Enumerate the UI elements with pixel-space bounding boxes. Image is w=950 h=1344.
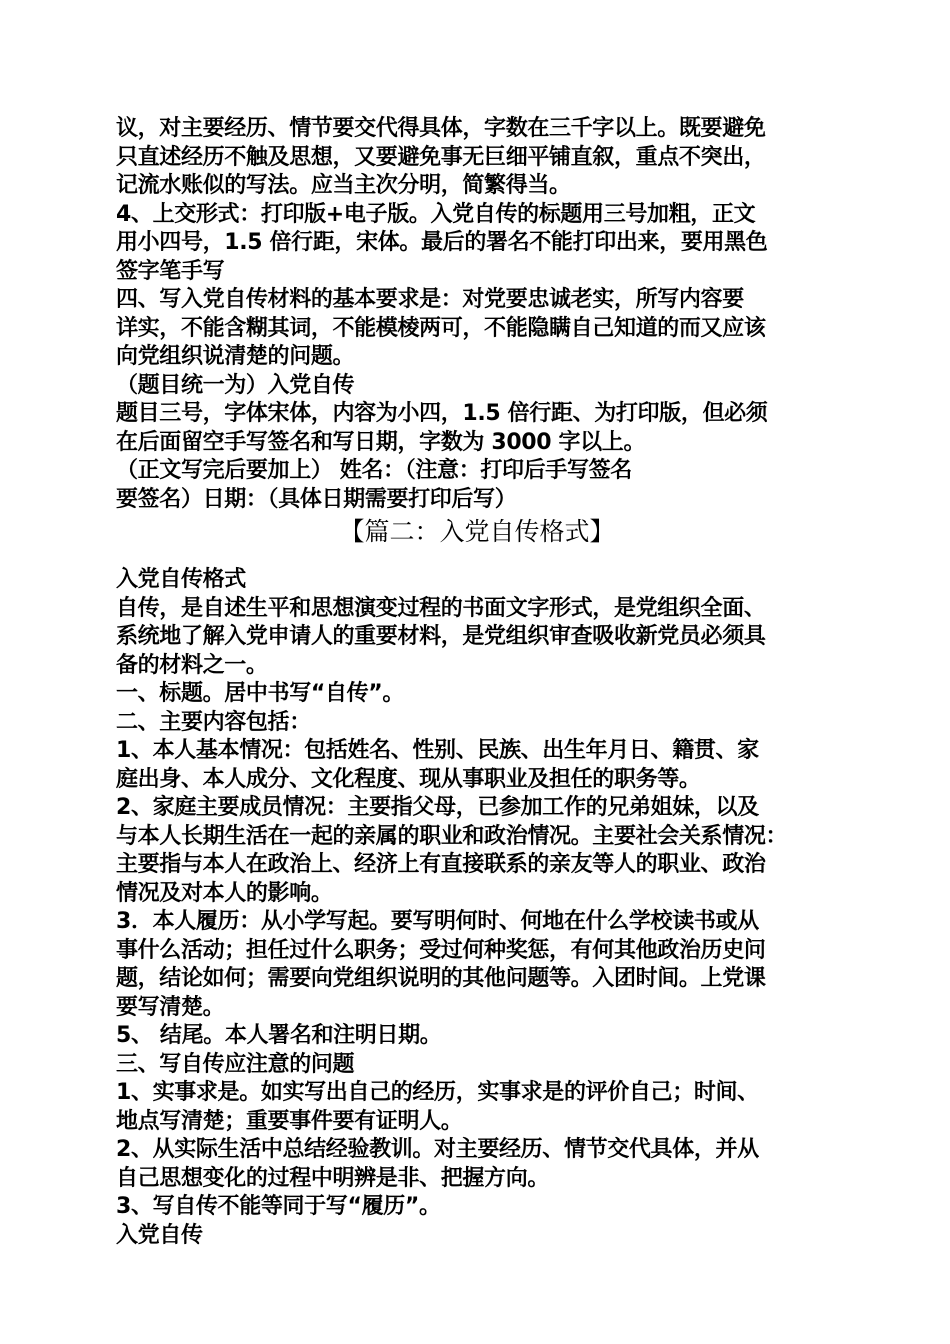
text-line: 庭出身、本人成分、文化程度、现从事职业及担任的职务等。: [116, 766, 701, 792]
text-line: 系统地了解入党申请人的重要材料，是党组织审查吸收新党员必须具: [116, 624, 766, 649]
text-line: 入党自传: [116, 1222, 203, 1248]
text-line: 自传，是自述生平和思想演变过程的书面文字形式，是党组织全面、: [116, 595, 766, 621]
text-block-1: [116, 115, 838, 514]
text-line: 详实，不能含糊其词，不能模棱两可，不能隐瞒自己知道的而又应该: [116, 315, 766, 341]
text-line: 4、上交形式：打印版+电子版。入党自传的标题用三号加粗，正文: [116, 201, 756, 227]
text-line: 要写清楚。: [116, 994, 225, 1020]
text-line: 3、写自传不能等同于写“履历”。: [116, 1194, 441, 1219]
text-line: 1、本人基本情况：包括姓名、性别、民族、出生年月日、籍贯、家: [116, 738, 759, 763]
text-line: 只直述经历不触及思想，又要避免事无巨细平铺直叙，重点不突出，: [116, 144, 766, 170]
text-line: 2、从实际生活中总结经验教训。对主要经历、情节交代具体，并从: [116, 1137, 759, 1162]
text-line: 题目三号，字体宋体，内容为小四，1.5 倍行距、为打印版，但必须: [116, 401, 768, 426]
text-line: 2、家庭主要成员情况：主要指父母，已参加工作的兄弟姐妹，以及: [116, 795, 759, 820]
text-line: 3．本人履历：从小学写起。要写明何时、何地在什么学校读书或从: [116, 909, 759, 934]
text-line: 二、主要内容包括：: [116, 709, 311, 735]
text-line: 1、实事求是。如实写出自己的经历，实事求是的评价自己；时间、: [116, 1080, 759, 1105]
text-line: 一、标题。居中书写“自传”。: [116, 681, 405, 706]
text-line: 四、写入党自传材料的基本要求是：对党要忠诚老实，所写内容要: [116, 287, 744, 312]
text-line: 情况及对本人的影响。: [116, 880, 333, 906]
text-line: 主要指与本人在政治上、经济上有直接联系的亲友等人的职业、政治: [116, 852, 766, 877]
text-block-2: [116, 566, 838, 1250]
text-line: 在后面留空手写签名和写日期，字数为 3000 字以上。: [116, 429, 646, 455]
text-line: 地点写清楚；重要事件要有证明人。: [116, 1108, 463, 1134]
text-line: 事什么活动；担任过什么职务；受过何种奖惩，有何其他政治历史问: [116, 937, 766, 963]
text-line: 5、 结尾。本人署名和注明日期。: [116, 1023, 442, 1048]
text-line: （正文写完后要加上） 姓名：（注意：打印后手写签名: [116, 458, 632, 483]
text-line: 备的材料之一。: [116, 652, 268, 678]
text-line: 签字笔手写: [116, 258, 225, 284]
text-line: 向党组织说清楚的问题。: [116, 344, 355, 369]
document-page: [116, 115, 838, 1250]
section-heading: 【篇二：入党自传格式】: [339, 517, 615, 546]
text-line: 入党自传格式: [116, 567, 246, 592]
text-line: 三、写自传应注意的问题: [116, 1051, 355, 1077]
text-line: 记流水账似的写法。应当主次分明，简繁得当。: [116, 173, 571, 198]
text-line: 要签名）日期：（具体日期需要打印后写）: [116, 486, 517, 512]
text-line: 议，对主要经历、情节要交代得具体，字数在三千字以上。既要避免: [116, 116, 766, 141]
text-line: 用小四号，1.5 倍行距，宋体。最后的署名不能打印出来，要用黑色: [116, 230, 768, 255]
text-line: （题目统一为）入党自传: [116, 372, 355, 398]
text-line: 题，结论如何；需要向党组织说明的其他问题等。入团时间。上党课: [116, 966, 766, 991]
text-line: 自己思想变化的过程中明辨是非、把握方向。: [116, 1165, 550, 1191]
text-line: 与本人长期生活在一起的亲属的职业和政治情况。主要社会关系情况：: [116, 823, 788, 849]
